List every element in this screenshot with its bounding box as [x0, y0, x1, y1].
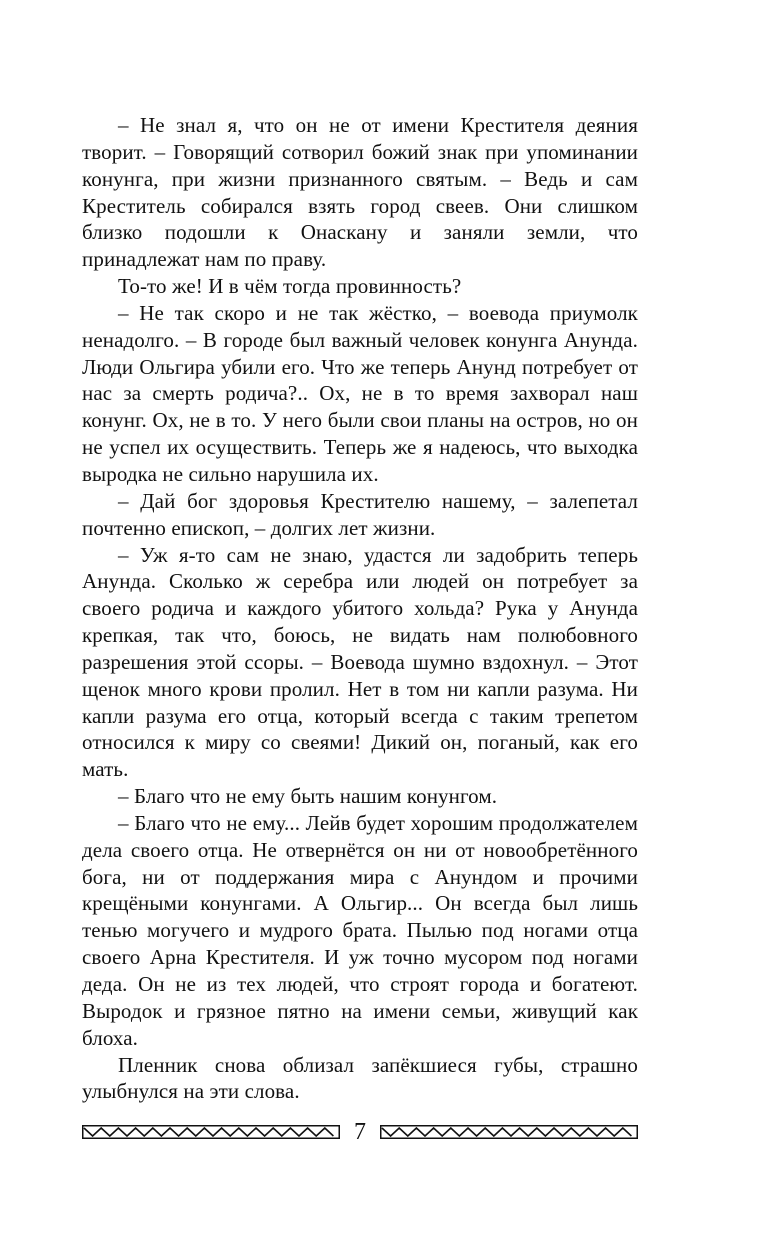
page-footer	[82, 1115, 638, 1149]
paragraph: То-то же! И в чём тогда провинность?	[118, 274, 462, 299]
body-text	[82, 112, 638, 1105]
paragraph: Пленник снова облизал запёкшиеся губы, страшно улыбнулся на эти слова.	[82, 1052, 638, 1104]
paragraph: – Благо что не ему... Лейв будет хорошим продолжателем дела своего отца. Не отвернётся он ни от новообретённого бога, ни от поддержания мира с Анундом и прочими крещёными конунгами. А Ольгир... Он всегда был лишь тенью могучего и мудрого брата. Пылью под ногами отца своего Арна Крестителя. И уж точно мусором под ногами деда. Он не из тех людей, что строят города и богатеют. Выродок и грязное пятно на имени семьи, живущий как блоха.	[82, 810, 638, 1050]
zigzag-ornament-right-icon	[380, 1125, 638, 1139]
page-number: 7	[354, 1118, 366, 1145]
zigzag-ornament-left-icon	[82, 1125, 340, 1139]
paragraph: – Благо что не ему быть нашим конунгом.	[118, 784, 498, 809]
paragraph: – Уж я-то сам не знаю, удастся ли задобрить теперь Анунда. Сколько ж серебра или людей он потребует за своего родича и каждого убитого хольда? Рука у Анунда крепкая, так что, боюсь, не видать нам полюбовного разрешения этой ссоры. – Воевода шумно вздохнул. – Этот щенок много крови пролил. Нет в том ни капли разума. Ни капли разума его отца, который всегда с таким трепетом относился к миру со свеями! Дикий он, поганый, как его мать.	[82, 542, 638, 782]
paragraph: – Не знал я, что он не от имени Крестителя деяния творит. – Говорящий сотворил божий знак при упоминании конунга, при жизни признанного святым. – Ведь и сам Креститель собирался взять город свеев. Они слишком близко подошли к Онаскану и заняли земли, что принадлежат нам по праву.	[82, 113, 638, 272]
paragraph: – Не так скоро и не так жёстко, – воевода приумолк ненадолго. – В городе был важный человек конунга Анунда. Люди Ольгира убили его. Что же теперь Анунд потребует от нас за смерть родича?.. Ох, не в то время захворал наш конунг. Ох, не в то. У него были свои планы на остров, но он не успел их осуществить. Теперь же я надеюсь, что выходка выродка не сильно нарушила их.	[82, 300, 638, 486]
paragraph: – Дай бог здоровья Крестителю нашему, – залепетал почтенно епископ, – долгих лет жизни.	[82, 488, 638, 540]
